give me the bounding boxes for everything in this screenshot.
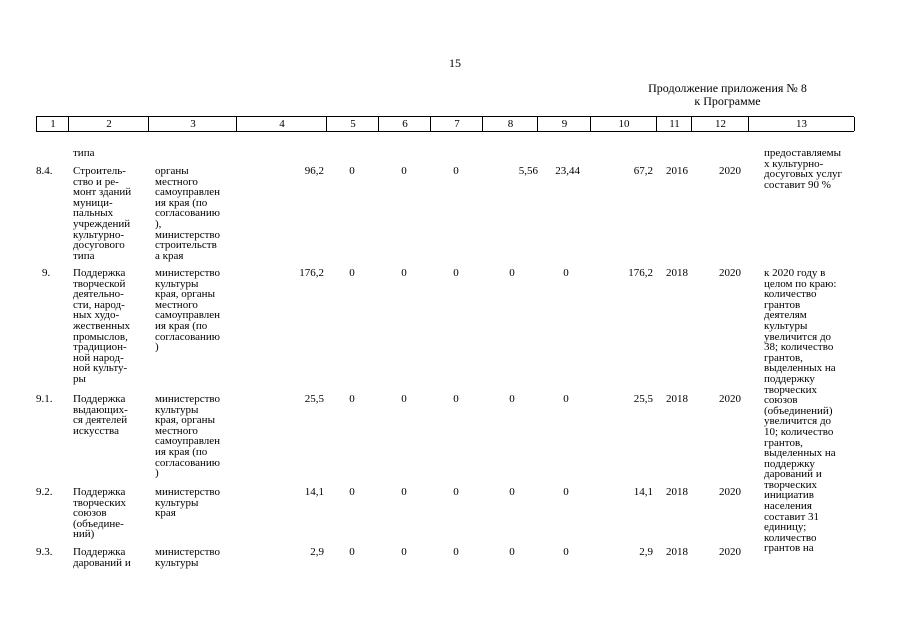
start-year: 2018: [666, 267, 688, 279]
column-header: 5: [326, 117, 379, 131]
start-year: 2016: [666, 165, 688, 177]
amount-col10: 14,1: [633, 486, 653, 498]
activity-name: Поддержка творческих союзов (объедине- ний): [73, 486, 126, 541]
column-header: 7: [430, 117, 483, 131]
start-year: 2018: [666, 393, 688, 405]
amount-col9: 23,44: [555, 165, 580, 177]
total-amount: 14,1: [304, 486, 324, 498]
amount-col8: 0: [509, 486, 515, 498]
column-header: 9: [537, 117, 591, 131]
total-amount: 176,2: [299, 267, 324, 279]
amount-col9: 0: [563, 486, 569, 498]
amount-col10: 2,9: [639, 546, 653, 558]
amount-col7: 0: [453, 165, 459, 177]
column-header: 11: [656, 117, 692, 131]
appendix-line-2: к Программе: [694, 94, 761, 108]
amount-col6: 0: [401, 165, 407, 177]
activity-name: Поддержка дарований и: [73, 546, 131, 569]
amount-col8: 0: [509, 267, 515, 279]
end-year: 2020: [719, 486, 741, 498]
total-amount: 96,2: [304, 165, 324, 177]
column-header: 6: [378, 117, 431, 131]
column-header: 10: [590, 117, 657, 131]
executor: министерство культуры края, органы местного самоуправлен ия края (по согласованию ): [155, 267, 221, 354]
result-text: к 2020 году в целом по краю: количество грантов деятелям культуры увеличится до 38; количество грантов, выделенных на поддержку творческих союзов (объединений) увеличится до 10; количество грантов, выделенных на поддержку дарований и творческих инициатив населения составит 31 единицу; количество грантов на: [764, 267, 837, 555]
column-header: 12: [691, 117, 749, 131]
amount-col7: 0: [453, 546, 459, 558]
amount-col8: 5,56: [518, 165, 538, 177]
amount-col10: 67,2: [633, 165, 653, 177]
amount-col7: 0: [453, 486, 459, 498]
row-number: 8.4.: [36, 165, 53, 177]
amount-col9: 0: [563, 546, 569, 558]
executor: министерство культуры: [155, 546, 221, 569]
column-header: 8: [482, 117, 538, 131]
end-year: 2020: [719, 546, 741, 558]
executor: министерство культуры края: [155, 486, 221, 520]
total-amount: 25,5: [304, 393, 324, 405]
page-number: 15: [449, 56, 461, 70]
amount-col7: 0: [453, 267, 459, 279]
executor: министерство культуры края, органы местного самоуправлен ия края (по согласованию ): [155, 393, 221, 480]
amount-col8: 0: [509, 393, 515, 405]
column-header: 1: [36, 117, 69, 131]
result-text: предоставляемы х культурно- досуговых услуг составит 90 %: [764, 147, 843, 191]
amount-col5: 0: [349, 393, 355, 405]
row-number: 9.3.: [36, 546, 53, 558]
end-year: 2020: [719, 165, 741, 177]
start-year: 2018: [666, 486, 688, 498]
row-number: 9.2.: [36, 486, 53, 498]
amount-col6: 0: [401, 546, 407, 558]
table-header-row: [36, 116, 854, 132]
amount-col9: 0: [563, 267, 569, 279]
end-year: 2020: [719, 393, 741, 405]
column-header: 2: [68, 117, 149, 131]
row-number: 9.1.: [36, 393, 53, 405]
row-number: 9.: [42, 267, 51, 279]
carryover-text: типа: [73, 147, 95, 159]
activity-name: Поддержка творческой деятельно- сти, народ- ных худо- жественных промыслов, традицион- ной народ- ной культу- ры: [73, 267, 130, 385]
amount-col6: 0: [401, 393, 407, 405]
activity-name: Поддержка выдающих- ся деятелей искусства: [73, 393, 128, 437]
appendix-line-1: Продолжение приложения № 8: [648, 81, 807, 95]
amount-col5: 0: [349, 486, 355, 498]
amount-col10: 176,2: [628, 267, 653, 279]
amount-col6: 0: [401, 486, 407, 498]
amount-col8: 0: [509, 546, 515, 558]
appendix-caption: [600, 82, 855, 108]
amount-col7: 0: [453, 393, 459, 405]
column-header: 4: [236, 117, 327, 131]
column-header: 13: [748, 117, 855, 131]
activity-name: Строитель- ство и ре- монт зданий муници- пальных учреждений культурно- досугового типа: [73, 165, 132, 262]
column-header: 3: [148, 117, 237, 131]
amount-col5: 0: [349, 267, 355, 279]
amount-col5: 0: [349, 546, 355, 558]
total-amount: 2,9: [310, 546, 324, 558]
executor: органы местного самоуправлен ия края (по согласованию ), министерство строительств а края: [155, 165, 221, 262]
amount-col10: 25,5: [633, 393, 653, 405]
amount-col5: 0: [349, 165, 355, 177]
amount-col9: 0: [563, 393, 569, 405]
amount-col6: 0: [401, 267, 407, 279]
end-year: 2020: [719, 267, 741, 279]
start-year: 2018: [666, 546, 688, 558]
